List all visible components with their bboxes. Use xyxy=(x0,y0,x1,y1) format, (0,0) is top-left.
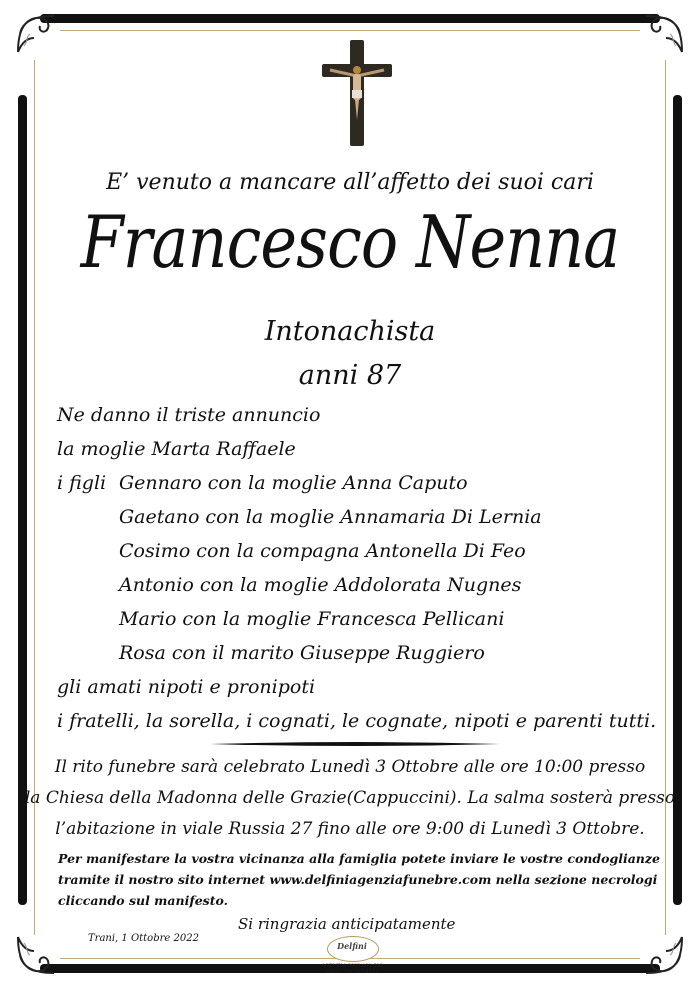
date-text: Trani, 1 Ottobre 2022 xyxy=(88,933,199,944)
child-row xyxy=(57,466,657,500)
logo-text: Delfini xyxy=(337,941,367,951)
thanks-text: Si ringrazia anticipatamente xyxy=(238,915,456,933)
child-entry: Antonio con la moglie Addolorata Nugnes xyxy=(119,574,522,596)
child-entry: Rosa con il marito Giuseppe Ruggiero xyxy=(119,642,485,664)
agency-logo xyxy=(313,936,391,980)
corner-ornament-icon xyxy=(642,933,686,977)
note-line: tramite il nostro sito internet www.delfiniagenziafunebre.com nella sezione necrologi xyxy=(58,872,658,887)
note-line: cliccando sul manifesto. xyxy=(58,893,228,908)
frame-gold-line xyxy=(60,30,640,31)
child-entry: Mario con la moglie Francesca Pellicani xyxy=(119,608,505,630)
intro-text: E’ venuto a mancare all’affetto dei suoi cari xyxy=(106,170,594,195)
age: anni 87 xyxy=(298,360,402,391)
note-line: Per manifestare la vostra vicinanza alla famiglia potete inviare le vostre condoglianze xyxy=(58,851,660,866)
logo-contacts xyxy=(313,963,391,975)
corner-ornament-icon xyxy=(14,12,58,56)
corner-ornament-icon xyxy=(642,12,686,56)
child-entry: Gaetano con la moglie Annamaria Di Lernia xyxy=(119,506,542,528)
deceased-name: Francesco Nenna xyxy=(80,200,620,284)
divider xyxy=(210,741,500,747)
mourners-line: Ne danno il triste annuncio xyxy=(57,404,321,426)
condolence-note xyxy=(58,848,658,911)
logo-cell: CELL. 340 282 6772 xyxy=(325,969,379,975)
wife-line: la moglie Marta Raffaele xyxy=(57,438,296,460)
funeral-line: la Chiesa della Madonna delle Grazie(Cappuccini). La salma sosterà presso xyxy=(24,788,676,808)
children-label: i figli xyxy=(57,472,107,494)
child-entry: Gennaro con la moglie Anna Caputo xyxy=(119,472,468,494)
funeral-line: l’abitazione in viale Russia 27 fino alle ore 9:00 di Lunedì 3 Ottobre. xyxy=(55,819,645,839)
relatives-line: i fratelli, la sorella, i cognati, le cognate, nipoti e parenti tutti. xyxy=(57,710,657,732)
crucifix-icon xyxy=(322,40,392,146)
frame-top-bar xyxy=(40,14,660,23)
logo-phone: AGENZIA 0883 481 608 xyxy=(321,963,383,969)
corner-ornament-icon xyxy=(14,933,58,977)
profession: Intonachista xyxy=(264,316,436,347)
child-entry: Cosimo con la compagna Antonella Di Feo xyxy=(119,540,526,562)
mourners-list xyxy=(57,398,657,738)
funeral-info xyxy=(0,752,700,845)
grandchildren-line: gli amati nipoti e pronipoti xyxy=(57,676,316,698)
funeral-line: Il rito funebre sarà celebrato Lunedì 3 Ottobre alle ore 10:00 presso xyxy=(54,757,646,777)
